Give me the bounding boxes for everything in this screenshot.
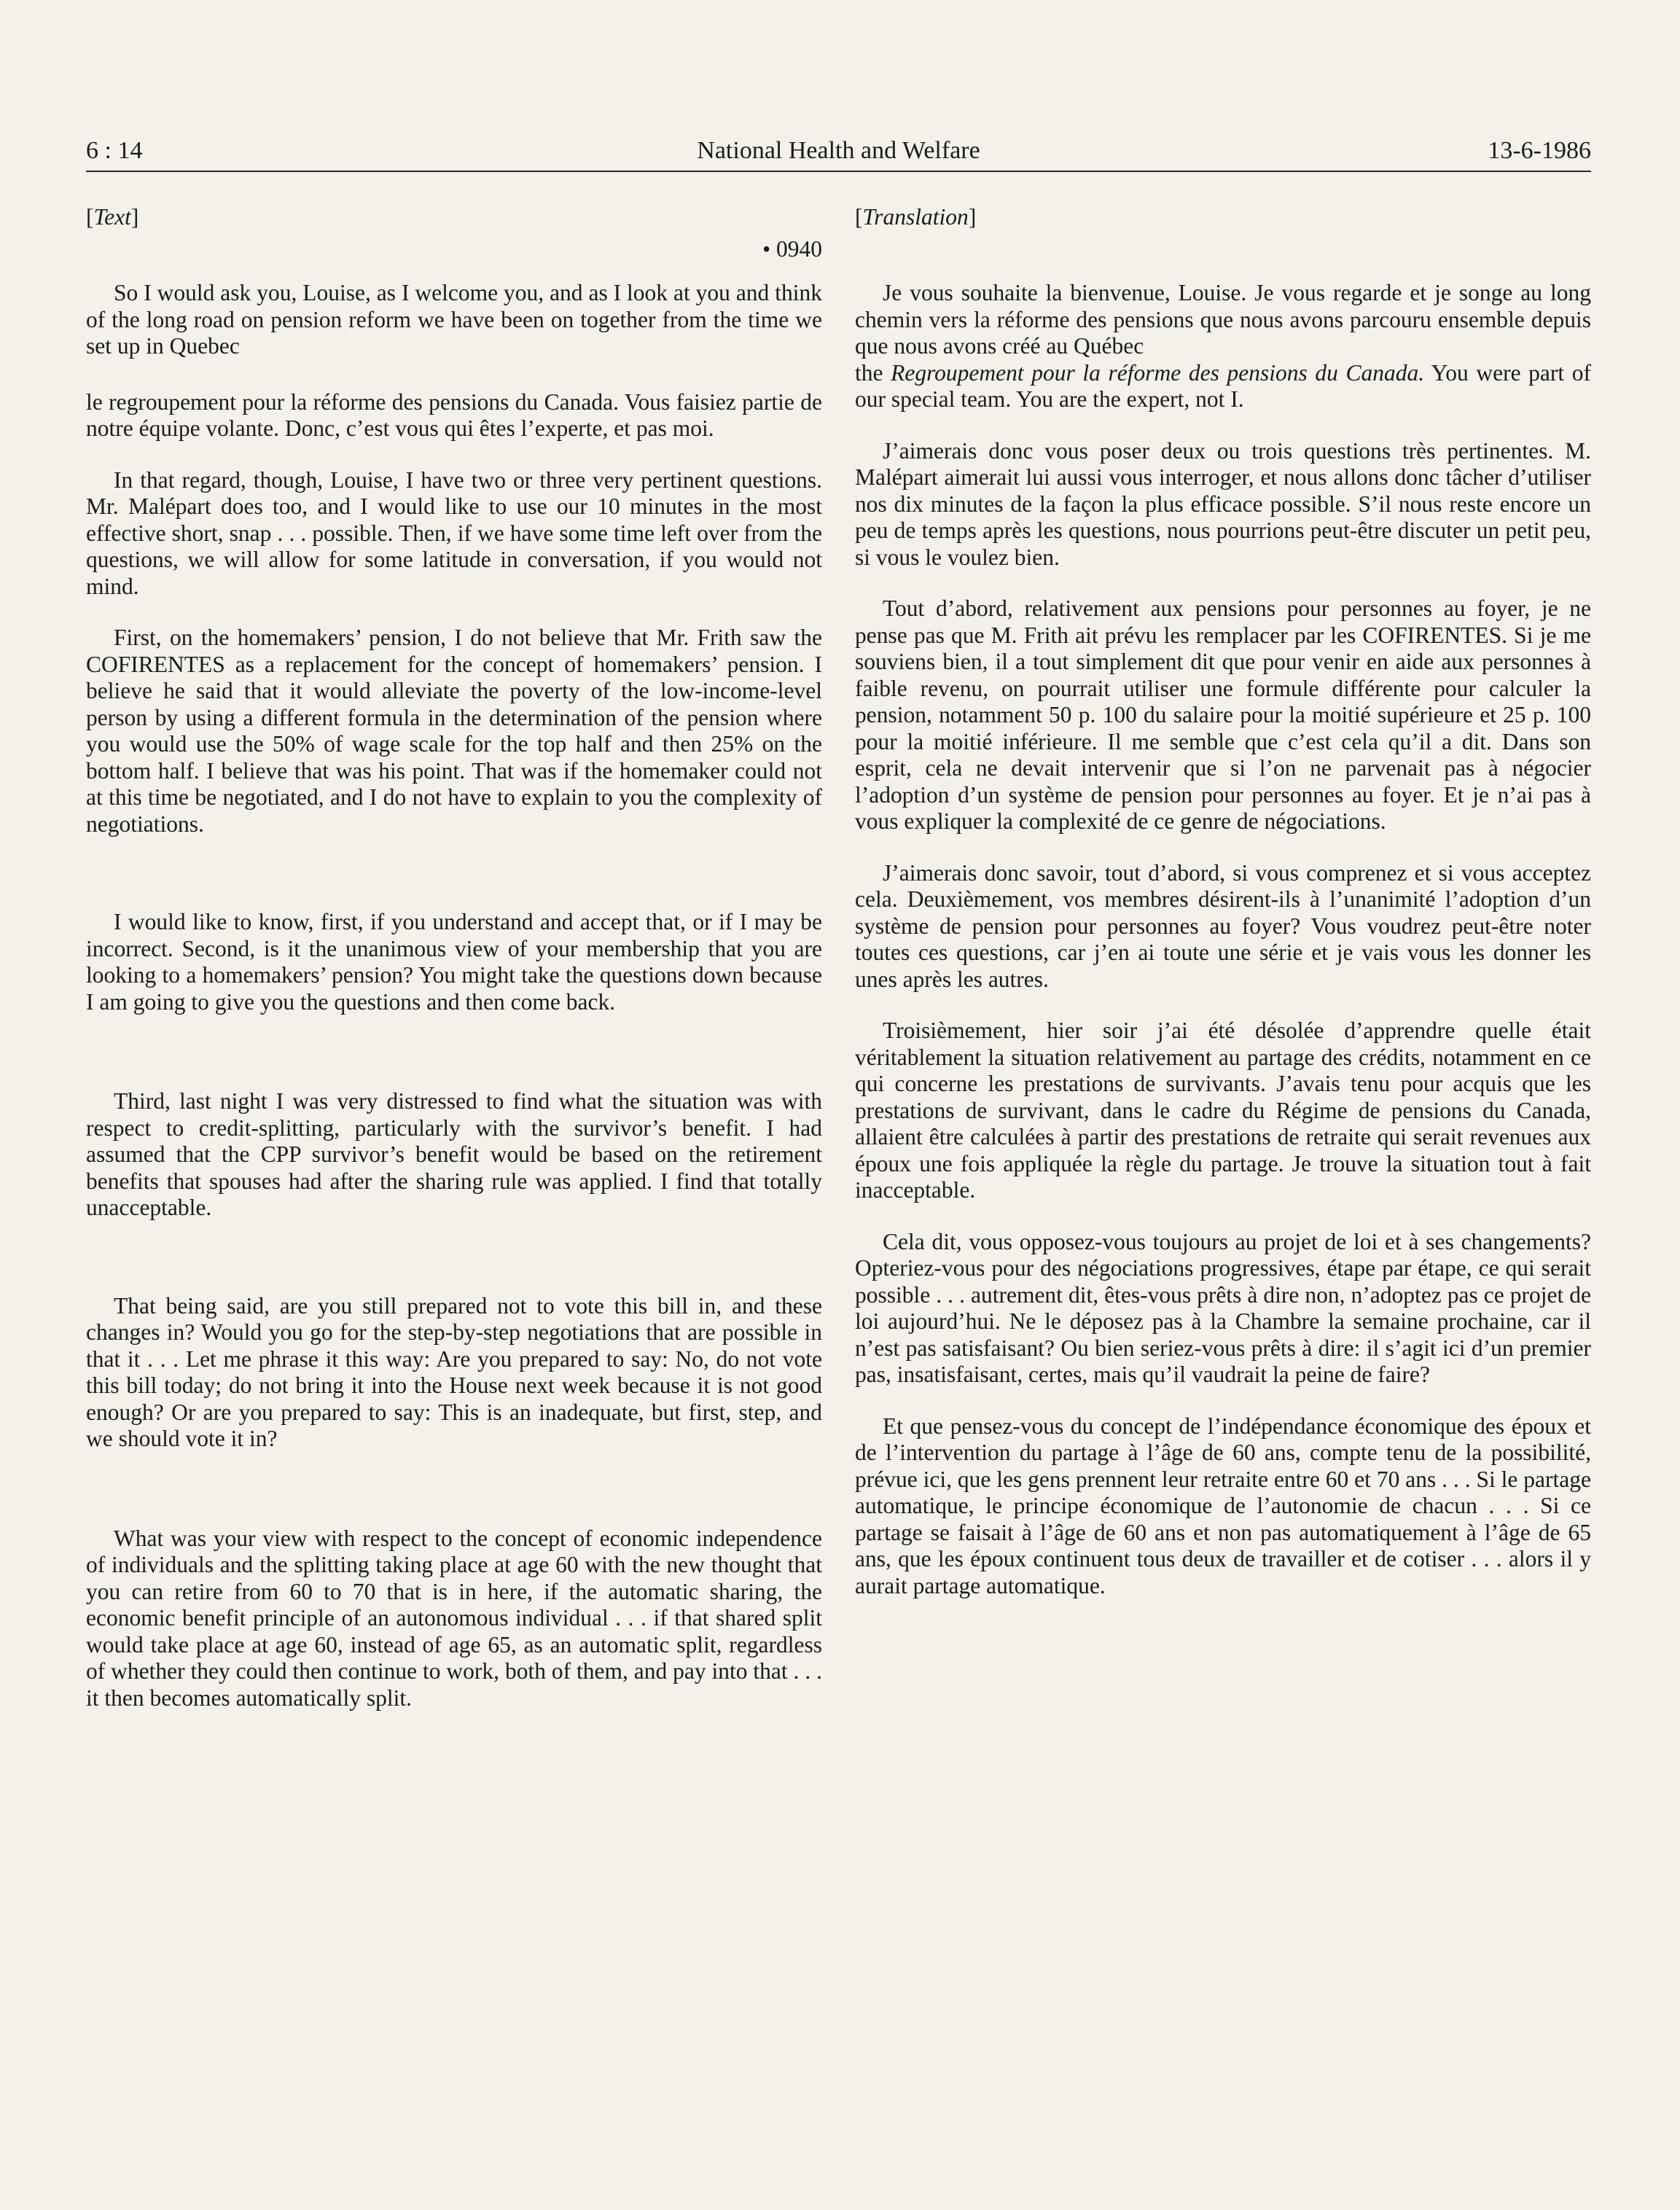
paragraph: First, on the homemakers’ pension, I do not believe that Mr. Frith saw the COFIRENTES as a replacement for the concept of homemakers’ pension. I believe he said that it would alleviate the poverty of the low-income-level person by using a different formula in the determination of the pension where you would use the 50% of wage scale for the top half and then 25% on the bottom half. I believe that was his point. That was if the homemaker could not at this time be negotiated, and I do not have to explain to you the complexity of negotiations. [86, 625, 822, 837]
paragraph: What was your view with respect to the concept of economic independence of individuals and the splitting taking place at age 60 with the new thought that you can retire from 60 to 70 that is in here, if the automatic sharing, the economic benefit principle of an autonomous individual . . . if that shared split would take place at age 60, instead of age 65, as an automatic split, regardless of whether they could then continue to work, both of them, and pay into that . . . it then becomes automatically split. [86, 1525, 822, 1711]
paragraph: That being said, are you still prepared not to vote this bill in, and these changes in? Would you go for the step-by-step negotiations that are possible in that it . . . Let me phrase it this way: Are you prepared to say: No, do not vote this bill today; do not bring it into the House next week because it is not good enough? Or are you prepared to say: This is an inadequate, but first, step, and we should vote it in? [86, 1292, 822, 1451]
page [86, 131, 1592, 1711]
paragraph: Cela dit, vous opposez-vous toujours au projet de loi et à ses changements? Opteriez-vous pour des négociations progressives, étape par étape, ce qui serait possible . . . autrement dit, êtes-vous prêts à dire non, n’adoptez pas ce projet de loi aujourd’hui. Ne le déposez pas à la Chambre la semaine prochaine, car il n’est pas satisfaisant? Ou bien seriez-vous prêts à dire: il s’agit ici d’un premier pas, insatisfaisant, certes, mais qu’il vaudrait la peine de faire? [855, 1228, 1591, 1387]
paragraph: In that regard, though, Louise, I have two or three very pertinent questions. Mr. Malépart does too, and I would like to use our 10 minutes in the most effective short, snap . . . possible. Then, if we have some time left over from the questions, we will allow for some latitude in conversation, if you would not mind. [86, 466, 822, 599]
paragraph: So I would ask you, Louise, as I welcome you, and as I look at you and think of the long road on pension reform we have been on together from the time we set up in Quebec [86, 280, 822, 359]
timestamp-value: 0940 [776, 236, 822, 262]
column-label-text: [Text] [86, 204, 139, 230]
publication-title: National Health and Welfare [697, 137, 980, 164]
paragraph: Tout d’abord, relativement aux pensions pour personnes au foyer, je ne pense pas que M. Frith ait prévu les remplacer par les COFIRENTES. Si je me souviens bien, il a tout simplement dit que pour venir en aide aux personnes à faible revenu, on pourrait utiliser une formule différente pour calculer la pension, notamment 50 p. 100 du salaire pour la moitié supérieure et 25 p. 100 pour la moitié inférieure. Il me semble que c’est cela qu’il a dit. Dans son esprit, cela ne devait intervenir que si l’on ne parvenait pas à négocier l’adoption d’un système de pension pour personnes au foyer. Et je n’ai pas à vous expliquer la complexité de ce genre de négociations. [855, 596, 1591, 834]
column-label-translation: [Translation] [855, 204, 977, 230]
paragraph: le regroupement pour la réforme des pensions du Canada. Vous faisiez partie de notre équipe volante. Donc, c’est vous qui êtes l’experte, et pas moi. [86, 388, 822, 441]
timestamp: • 0940 [762, 236, 822, 262]
paragraph: I would like to know, first, if you understand and accept that, or if I may be incorrect. Second, is it the unanimous view of your membership that you are looking to a homemakers’ pension? You might take the questions down because I am going to give you the questions and then come back. [86, 909, 822, 1015]
italic-organization-name: Regroupement pour la réforme des pensions du Canada. [891, 359, 1425, 386]
paragraph: J’aimerais donc savoir, tout d’abord, si vous comprenez et si vous acceptez cela. Deuxièmement, vos membres désirent-ils à l’unanimité l’adoption d’un système de pension pour personnes au foyer? Vous voudrez peut-être noter toutes ces questions, car j’en ai toute une série et je vais vous les donner les unes après les autres. [855, 859, 1591, 992]
paragraph: J’aimerais donc vous poser deux ou trois questions très pertinentes. M. Malépart aimerait lui aussi vous interroger, et nous allons donc tâcher d’utiliser nos dix minutes de la façon la plus efficace possible. S’il nous reste encore un peu de temps après les questions, nous pourrions peut-être discuter un petit peu, si vous le voulez bien. [855, 437, 1591, 570]
paragraph: Troisièmement, hier soir j’ai été désolée d’apprendre quelle était véritablement la situation relativement au partage des crédits, notamment en ce qui concerne les prestations de survivants. J’avais tenu pour acquis que les prestations de survivant, dans le cadre du Régime de pensions du Canada, allaient être calculées à partir des prestations de retraite qui serait revenues aux époux une fois appliquée la règle du partage. Je trouve la situation tout à fait inacceptable. [855, 1018, 1591, 1203]
paragraph: Et que pensez-vous du concept de l’indépendance économique des époux et de l’intervention du partage à l’âge de 60 ans, compte tenu de la possibilité, prévue ici, que les gens prennent leur retraite entre 60 et 70 ans . . . Si le partage automatique, le principe économique de l’autonomie de chacun . . . Si ce partage se faisait à l’âge de 60 ans et non pas automatiquement à l’âge de 65 ans, que les époux continuent tous deux de travailler et de cotiser . . . alors il y aurait partage automatique. [855, 1413, 1591, 1598]
paragraph: Je vous souhaite la bienvenue, Louise. Je vous regarde et je songe au long chemin vers la réforme des pensions que nous avons parcouru ensemble depuis que nous avons créé au Québec [855, 280, 1591, 359]
running-header [86, 131, 1591, 172]
text-column [86, 204, 822, 1711]
paragraph: the Regroupement pour la réforme des pensions du Canada. You were part of our special team. You are the expert, not I. [855, 359, 1592, 412]
page-number: 6 : 14 [86, 137, 143, 164]
header-date: 13-6-1986 [1488, 137, 1591, 164]
paragraph: Third, last night I was very distressed to find what the situation was with respect to credit-splitting, particularly with the survivor’s benefit. I had assumed that the CPP survivor’s benefit would be based on the retirement benefits that spouses had after the sharing rule was applied. I find that totally unacceptable. [86, 1088, 822, 1220]
translation-column [855, 204, 1591, 1599]
